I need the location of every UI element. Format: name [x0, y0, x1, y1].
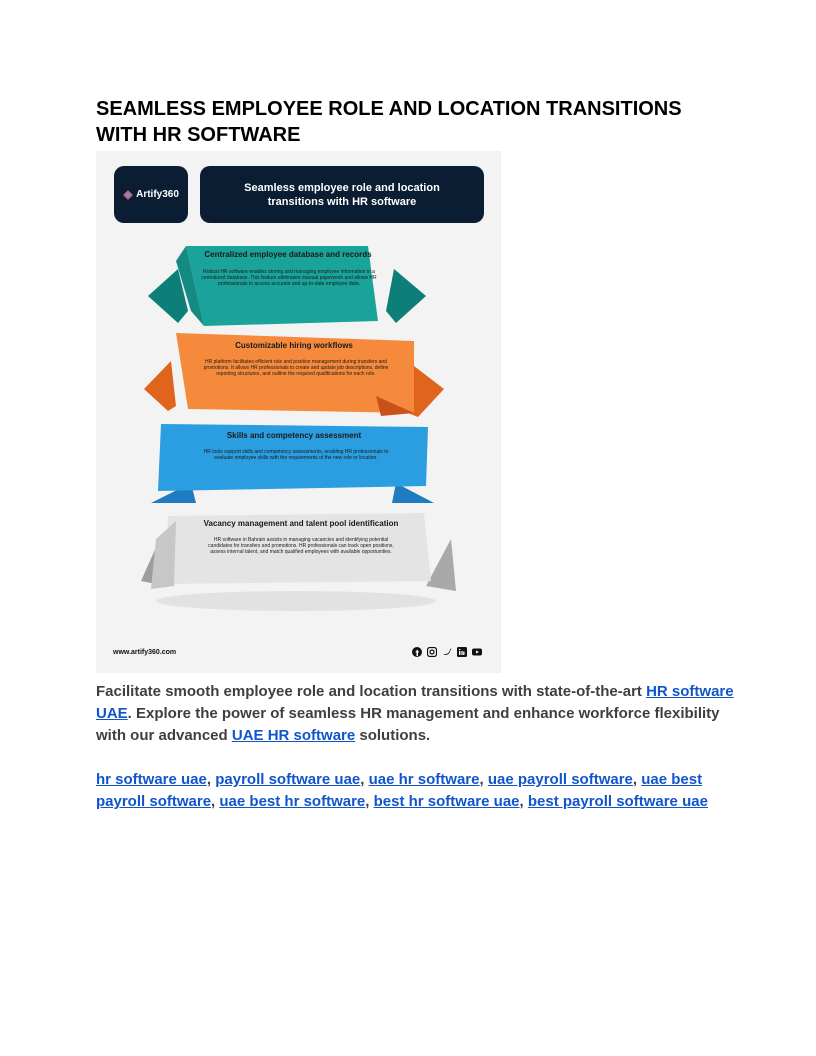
- section-4-body: HR software in Bahrain assists in managing vacancies and identifying potential candidates for transfers and promotions. HR professionals can track open positions, assess internal talent, and match qualified employees with available opportunities.: [208, 537, 394, 555]
- section-3-title: Skills and competency assessment: [226, 431, 362, 440]
- twitter-icon: [442, 647, 452, 657]
- section-2-body: HR platform facilitates efficient role and position management during transfers and promotions. It allows HR professionals to create and update job descriptions, define reporting structures, and outline the required qualifications for each role.: [203, 359, 389, 377]
- keyword-link[interactable]: uae hr software: [368, 771, 480, 788]
- keyword-link[interactable]: best payroll software uae: [527, 793, 708, 810]
- separator: ,: [519, 793, 528, 810]
- separator: ,: [365, 793, 374, 810]
- paragraph-text-1: Facilitate smooth employee role and location transitions with state-of-the-art: [96, 683, 647, 700]
- separator: ,: [479, 771, 488, 788]
- keyword-link[interactable]: uae best hr software: [219, 793, 366, 810]
- keyword-link[interactable]: best hr software uae: [373, 793, 520, 810]
- infographic-footer-url: www.artify360.com: [113, 649, 177, 656]
- youtube-icon: [472, 647, 482, 657]
- keyword-links: [96, 769, 736, 813]
- description-paragraph: [96, 681, 736, 747]
- separator: ,: [632, 771, 642, 788]
- separator: ,: [206, 771, 216, 788]
- section-3-body: HR tools support skills and competency assessments, enabling HR professionals to evaluate employee skills with the requirements of the new role or location.: [203, 449, 389, 461]
- keyword-link[interactable]: uae best payroll software: [96, 771, 703, 810]
- banner-graphics: [96, 151, 501, 673]
- keyword-link[interactable]: hr software uae: [96, 771, 207, 788]
- linkedin-icon: [457, 647, 467, 657]
- page-title: SEAMLESS EMPLOYEE ROLE AND LOCATION TRANSITIONS WITH HR SOFTWARE: [96, 98, 682, 146]
- infographic-image: [96, 151, 501, 673]
- social-icons: [412, 647, 482, 657]
- facebook-icon: [412, 647, 422, 657]
- separator: ,: [211, 793, 220, 810]
- section-1-title: Centralized employee database and records: [204, 250, 372, 259]
- separator: ,: [360, 771, 369, 788]
- hr-software-uae-link[interactable]: HR software UAE: [96, 683, 734, 722]
- section-1-body: Robust HR software enables storing and managing employee information in a centralized database. This feature eliminates manual paperwork and allows HR professionals to access accurate and up-to-date employee data.: [201, 269, 377, 287]
- section-4-title: Vacancy management and talent pool identification: [203, 519, 399, 528]
- paragraph-text-2: . Explore the power of seamless HR management and enhance workforce flexibility with our advanced: [96, 705, 720, 744]
- keyword-link[interactable]: payroll software uae: [215, 771, 361, 788]
- section-2-title: Customizable hiring workflows: [235, 341, 353, 350]
- logo-text: Artify360: [136, 189, 179, 200]
- infographic-header-text: Seamless employee role and location transitions with HR software: [244, 181, 440, 208]
- instagram-icon: [427, 647, 437, 657]
- paragraph-text-3: solutions.: [355, 727, 431, 744]
- keyword-link[interactable]: uae payroll software: [487, 771, 633, 788]
- uae-hr-software-link[interactable]: UAE HR software: [231, 727, 356, 744]
